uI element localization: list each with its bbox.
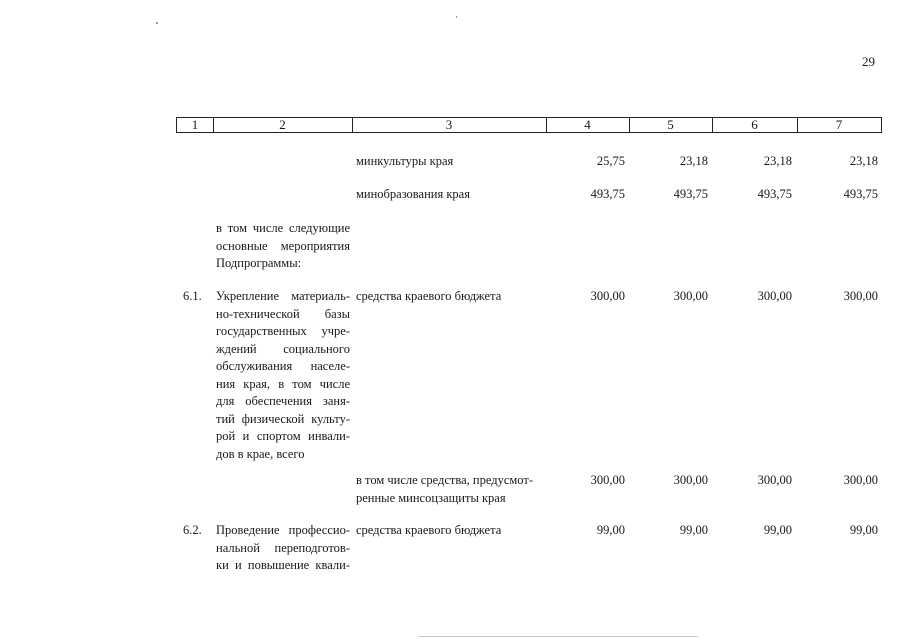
description-line: рой и спортом инвали-	[216, 429, 350, 443]
header-col-1: 1	[191, 117, 199, 132]
description-line: ждений социального	[216, 341, 350, 356]
row-source: средства краевого бюджета	[356, 523, 502, 537]
value-col-7: 99,00	[849, 523, 878, 537]
table-header-row	[176, 117, 882, 133]
value-col-5: 300,00	[673, 473, 708, 487]
value-col-5: 23,18	[679, 154, 708, 168]
scan-speck	[156, 22, 158, 24]
description-line: ния края, в том числе	[216, 376, 350, 391]
header-col-5: 5	[667, 117, 674, 132]
description-line: Укрепление материаль-	[216, 289, 350, 303]
intro-line: Подпрограммы:	[216, 256, 302, 270]
page-number: 29	[862, 54, 875, 69]
value-col-7: 300,00	[843, 473, 878, 487]
description-line: тий физической культу-	[216, 411, 350, 426]
intro-line: основные мероприятия	[216, 238, 350, 253]
value-col-5: 493,75	[673, 187, 708, 201]
description-line: ки и повышение квали-	[216, 558, 350, 572]
item-description	[216, 522, 350, 575]
header-col-7: 7	[835, 117, 843, 132]
value-col-4: 493,75	[590, 187, 625, 201]
description-line: государственных учре-	[216, 324, 350, 338]
value-col-7: 300,00	[843, 289, 878, 303]
value-col-7: 493,75	[843, 187, 878, 201]
value-col-4: 99,00	[596, 523, 625, 537]
scan-speck	[456, 16, 457, 18]
value-col-6: 300,00	[757, 289, 792, 303]
description-line: дов в крае, всего	[216, 446, 305, 461]
description-line: нальной переподготов-	[216, 540, 350, 555]
value-col-6: 23,18	[763, 154, 792, 168]
header-col-3: 3	[445, 117, 453, 132]
header-col-4: 4	[584, 117, 591, 132]
item-index: 6.1.	[183, 289, 202, 303]
value-col-4: 25,75	[596, 154, 625, 168]
item-description	[216, 288, 350, 463]
value-col-6: 493,75	[757, 187, 792, 201]
scan-streak	[418, 636, 698, 637]
value-col-5: 99,00	[679, 523, 708, 537]
value-col-7: 23,18	[849, 154, 878, 168]
header-col-2: 2	[279, 117, 286, 132]
value-col-6: 99,00	[763, 523, 792, 537]
row-source: минкультуры края	[356, 154, 454, 168]
intro-line: в том числе следующие	[216, 221, 350, 235]
description-line: обслуживания населе-	[216, 359, 350, 373]
description-line: для обеспечения заня-	[216, 394, 350, 408]
description-line: Проведение профессио-	[216, 523, 350, 537]
value-col-5: 300,00	[673, 289, 708, 303]
row-source: средства краевого бюджета	[356, 289, 502, 303]
row-sub-source	[356, 472, 546, 507]
value-col-6: 300,00	[757, 473, 792, 487]
intro-text	[216, 220, 350, 273]
row-source: минобразования края	[356, 187, 470, 201]
sub-source-line: ренные минсоцзащиты края	[356, 490, 506, 505]
header-col-6: 6	[751, 117, 758, 132]
sub-source-line: в том числе средства, предусмот-	[356, 473, 533, 487]
description-line: но-технической базы	[216, 306, 350, 321]
item-index: 6.2.	[183, 523, 202, 537]
value-col-4: 300,00	[590, 473, 625, 487]
value-col-4: 300,00	[590, 289, 625, 303]
